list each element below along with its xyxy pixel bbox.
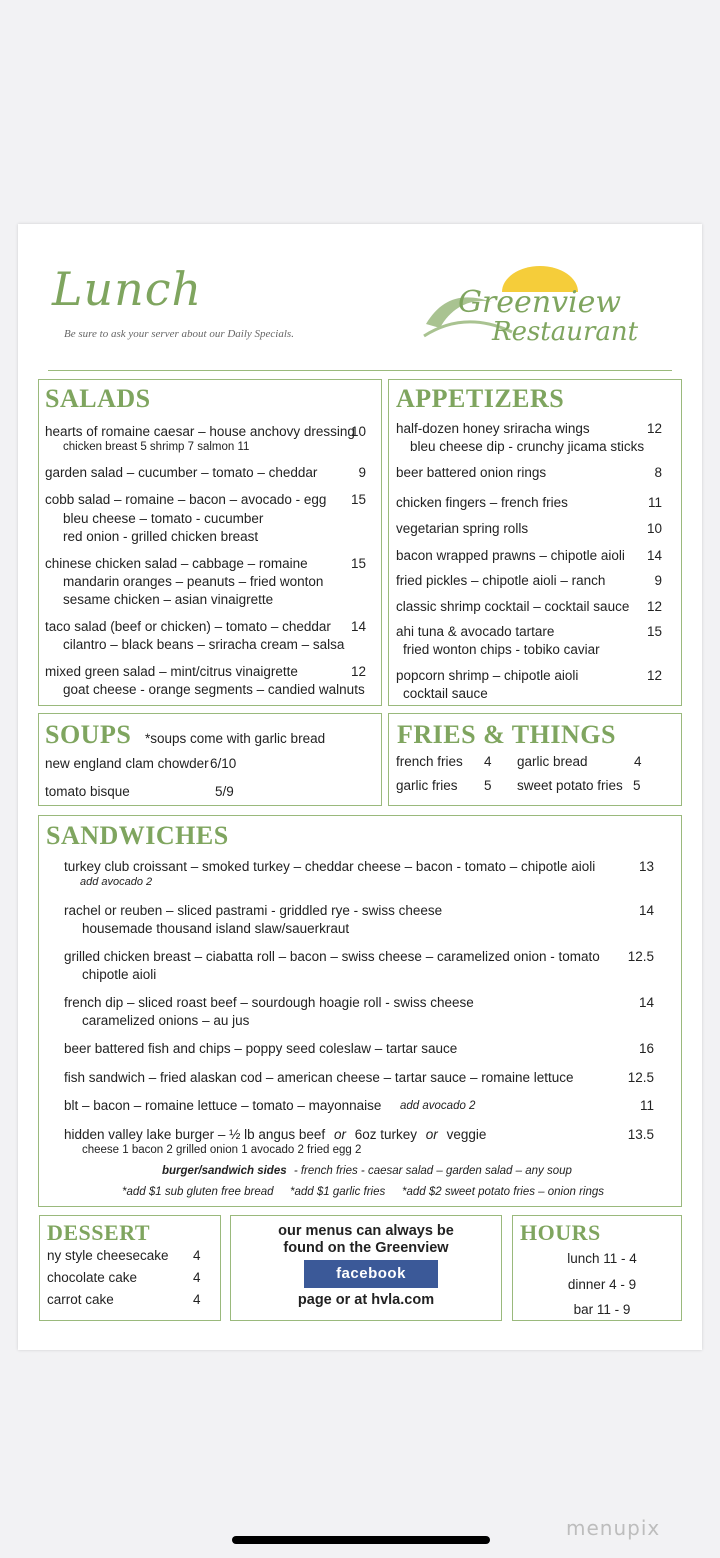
salad-item-name: taco salad (beef or chicken) – tomato – cheddar (45, 619, 331, 634)
sandwiches-title: SANDWICHES (46, 821, 229, 850)
sandwich-item-note: add avocado 2 (80, 876, 153, 888)
appetizer-item-name: fried pickles – chipotle aioli – ranch (396, 573, 606, 588)
soup-item-name: new england clam chowder (45, 756, 209, 771)
dessert-title: DESSERT (47, 1220, 150, 1245)
salad-item-line2: goat cheese - orange segments – candied walnuts (63, 682, 365, 697)
header-divider (48, 370, 672, 371)
fries-title: FRIES & THINGS (397, 720, 616, 749)
salad-item-price: 12 (350, 664, 366, 679)
soups-title: SOUPS (45, 720, 132, 749)
info-line3: page or at hvla.com (297, 1292, 435, 1308)
salad-item-name: chinese chicken salad – cabbage – romaine (45, 556, 308, 571)
sandwich-item-price: 16 (638, 1041, 654, 1056)
fries-item-price: 4 (484, 754, 492, 769)
fries-item-name: french fries (396, 754, 463, 769)
sandwich-item-name: rachel or reuben – sliced pastrami - griddled rye - swiss cheese (64, 903, 443, 918)
sandwich-item-price: 13.5 (627, 1127, 654, 1142)
appetizer-item-name: popcorn shrimp – chipotle aioli (396, 668, 579, 683)
addon-sweet-potato: *add $2 sweet potato fries – onion rings (402, 1186, 605, 1198)
sandwich-item-price: 12.5 (627, 1070, 654, 1085)
appetizer-item-price: 14 (646, 548, 662, 563)
fries-item-name: garlic fries (396, 778, 458, 793)
salad-item-price: 9 (358, 465, 366, 480)
salad-item-name: cobb salad – romaine – bacon – avocado - egg (45, 492, 327, 507)
salad-item-line2: bleu cheese – tomato - cucumber (63, 511, 264, 526)
sandwich-item-name: french dip – sliced roast beef – sourdough hoagie roll - swiss cheese (64, 995, 474, 1010)
burger-item-name (64, 1127, 486, 1142)
appetizer-item-price: 12 (646, 668, 662, 683)
sandwich-item-price: 11 (639, 1098, 654, 1113)
appetizer-item-name: classic shrimp cocktail – cocktail sauce (396, 599, 630, 614)
home-indicator[interactable] (232, 1536, 490, 1544)
burger-or: or (333, 1127, 346, 1142)
sandwich-item-name: grilled chicken breast – ciabatta roll – bacon – swiss cheese – caramelized onion - tomato (64, 949, 600, 964)
dessert-item-name: ny style cheesecake (47, 1248, 169, 1263)
hours-bar: bar 11 - 9 (573, 1302, 631, 1317)
dessert-item-name: chocolate cake (47, 1270, 138, 1285)
appetizer-item-price: 10 (646, 521, 662, 536)
soups-note: *soups come with garlic bread (145, 731, 326, 746)
sides-text: - french fries - caesar salad – garden salad – any soup (293, 1165, 572, 1177)
appetizers-title: APPETIZERS (396, 384, 565, 413)
appetizer-item-name: half-dozen honey sriracha wings (396, 421, 590, 436)
greenview-logo (422, 262, 658, 348)
menupix-watermark: menupix (566, 1516, 661, 1540)
appetizer-item-name: bacon wrapped prawns – chipotle aioli (396, 548, 625, 563)
sandwich-item-name: turkey club croissant – smoked turkey – cheddar cheese – bacon - tomato – chipotle aioli (64, 859, 596, 874)
sandwich-item-line2: housemade thousand island slaw/sauerkraut (82, 921, 350, 936)
menu-page (18, 224, 702, 1350)
appetizer-item-line2: fried wonton chips - tobiko caviar (403, 642, 600, 657)
sandwich-item-price: 12.5 (627, 949, 654, 964)
salad-item-line3: red onion - grilled chicken breast (63, 529, 259, 544)
appetizer-item-name: vegetarian spring rolls (396, 521, 529, 536)
sandwich-item-name: blt – bacon – romaine lettuce – tomato – mayonnaise (64, 1098, 382, 1113)
appetizer-item-price: 12 (646, 599, 662, 614)
salad-item-line2: mandarin oranges – peanuts – fried wonton (63, 574, 324, 589)
appetizer-item-price: 11 (647, 495, 662, 510)
appetizer-item-name: chicken fingers – french fries (396, 495, 568, 510)
sandwich-item-line2: caramelized onions – au jus (82, 1013, 250, 1028)
salad-item-price: 14 (350, 619, 366, 634)
burger-addons: cheese 1 bacon 2 grilled onion 1 avocado 2 fried egg 2 (82, 1144, 362, 1156)
sandwich-item-line2: chipotle aioli (82, 967, 157, 982)
dessert-item-price: 4 (193, 1292, 201, 1307)
appetizer-item-price: 15 (646, 624, 662, 639)
dessert-item-name: carrot cake (47, 1292, 114, 1307)
salads-title: SALADS (45, 384, 151, 413)
menu-title: Lunch (52, 262, 203, 316)
salad-item-line2: cilantro – black beans – sriracha cream – salsa (63, 637, 345, 652)
sandwich-item-name: beer battered fish and chips – poppy seed coleslaw – tartar sauce (64, 1041, 458, 1056)
addon-gluten-free: *add $1 sub gluten free bread (122, 1186, 274, 1198)
dessert-item-price: 4 (193, 1248, 201, 1263)
addon-garlic-fries: *add $1 garlic fries (290, 1186, 386, 1198)
salad-item-line3: sesame chicken – asian vinaigrette (63, 592, 274, 607)
fries-item-name: sweet potato fries (517, 778, 623, 793)
appetizer-item-name: beer battered onion rings (396, 465, 547, 480)
soup-item-price: 5/9 (215, 784, 234, 799)
burger-or: or (425, 1127, 438, 1142)
sandwich-item-name: fish sandwich – fried alaskan cod – american cheese – tartar sauce – romaine lettuce (64, 1070, 574, 1085)
salad-item-price: 15 (350, 492, 366, 507)
hours-lunch: lunch 11 - 4 (567, 1251, 637, 1266)
burger-name-beef: hidden valley lake burger – ½ lb angus beef (64, 1127, 326, 1142)
info-line1: our menus can always be (278, 1223, 454, 1239)
hours-dinner: dinner 4 - 9 (567, 1277, 637, 1292)
appetizer-item-line2: bleu cheese dip - crunchy jicama sticks (410, 439, 645, 454)
soup-item-price: 6/10 (210, 756, 237, 771)
hours-title: HOURS (520, 1220, 601, 1245)
fries-item-price: 4 (634, 754, 642, 769)
fries-item-price: 5 (484, 778, 492, 793)
facebook-link[interactable]: facebook (304, 1260, 438, 1288)
sandwich-item-price: 14 (638, 995, 654, 1010)
specials-tagline: Be sure to ask your server about our Daily Specials. (64, 328, 294, 340)
sandwich-item-price: 14 (638, 903, 654, 918)
logo-line1: Greenview (458, 285, 622, 320)
burger-name-veggie: veggie (446, 1127, 487, 1142)
appetizer-item-price: 8 (654, 465, 662, 480)
salad-item-name: hearts of romaine caesar – house anchovy dressing (45, 424, 355, 439)
logo-line2: Restaurant (492, 317, 639, 347)
sandwich-sides (162, 1165, 572, 1177)
burger-name-turkey: 6oz turkey (354, 1127, 418, 1142)
sandwich-item-note: add avocado 2 (400, 1100, 476, 1112)
info-line2: found on the Greenview (283, 1240, 449, 1256)
salad-item-name: mixed green salad – mint/citrus vinaigrette (45, 664, 298, 679)
appetizer-item-name: ahi tuna & avocado tartare (396, 624, 555, 639)
soup-item-name: tomato bisque (45, 784, 130, 799)
dessert-item-price: 4 (193, 1270, 201, 1285)
appetizer-item-price: 12 (646, 421, 662, 436)
fries-item-price: 5 (633, 778, 641, 793)
appetizer-item-price: 9 (654, 573, 662, 588)
salad-item-price: 15 (350, 556, 366, 571)
sandwich-item-price: 13 (638, 859, 654, 874)
salad-item-sub: chicken breast 5 shrimp 7 salmon 11 (63, 441, 250, 453)
sides-label: burger/sandwich sides (162, 1165, 287, 1177)
salad-item-price: 10 (350, 424, 366, 439)
salad-item-name: garden salad – cucumber – tomato – cheddar (45, 465, 318, 480)
fries-item-name: garlic bread (517, 754, 588, 769)
appetizer-item-line2: cocktail sauce (403, 686, 488, 701)
